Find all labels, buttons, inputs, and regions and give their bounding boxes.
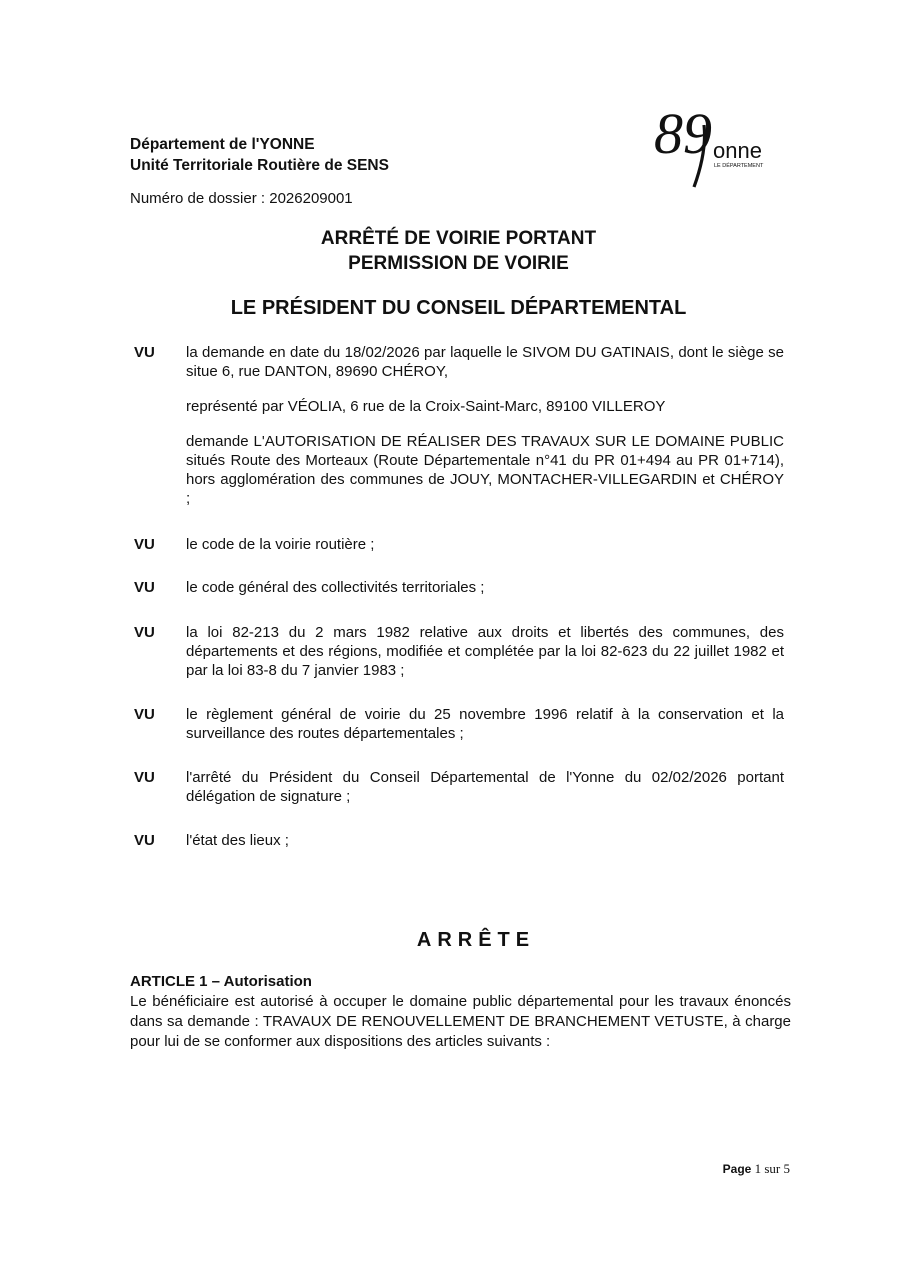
vu-label: VU — [134, 706, 155, 723]
article1-title: ARTICLE 1 – Autorisation — [130, 973, 312, 990]
vu-label: VU — [134, 536, 155, 553]
vu-label: VU — [134, 832, 155, 849]
arrete-heading: ARRÊTE — [416, 929, 536, 951]
vu-code-voirie: le code de la voirie routière ; — [186, 536, 375, 553]
dossier-number: Numéro de dossier : 2026209001 — [130, 190, 353, 207]
vu-demande: la demande en date du 18/02/2026 par laquelle le SIVOM DU GATINAIS, dont le siège se situe 6, rue DANTON, 89690 CHÉROY, — [186, 344, 784, 380]
vu-etat-lieux: l'état des lieux ; — [186, 832, 289, 849]
vu-label: VU — [134, 579, 155, 596]
vu-loi: la loi 82-213 du 2 mars 1982 relative aux droits et libertés des communes, des départements et des régions, modifiée et complétée par la loi 82-623 du 22 juillet 1982 et par la loi 83-8 du 7 janvier 1983 ; — [186, 624, 784, 679]
vu-autorisation: demande L'AUTORISATION DE RÉALISER DES TRAVAUX SUR LE DOMAINE PUBLIC situés Route des Morteaux (Route Départementale n°41 du PR 01+494 au PR 01+714), hors agglomération des communes de JOUY, MONTACHER-VILLEGARDIN et CHÉROY ; — [186, 433, 784, 507]
vu-arrete-delegation: l'arrêté du Président du Conseil Départemental de l'Yonne du 02/02/2026 portant délégation de signature ; — [186, 769, 784, 805]
authority-title: LE PRÉSIDENT DU CONSEIL DÉPARTEMENTAL — [230, 297, 687, 319]
vu-label: VU — [134, 624, 155, 641]
page-sep: sur — [764, 1161, 781, 1176]
vu-label: VU — [134, 769, 155, 786]
decree-title-line2: PERMISSION DE VOIRIE — [348, 253, 569, 274]
page-total: 5 — [783, 1161, 790, 1176]
vu-reglement: le règlement général de voirie du 25 novembre 1996 relatif à la conservation et la surveillance des routes départementales ; — [186, 706, 784, 742]
logo-name: onne — [713, 138, 762, 163]
vu-code-collectivites: le code général des collectivités territoriales ; — [186, 579, 485, 596]
page-current: 1 — [754, 1161, 762, 1176]
vu-label: VU — [134, 344, 155, 361]
document-header — [130, 134, 389, 176]
department-name: Département de l'YONNE — [130, 136, 315, 153]
yonne-logo — [650, 95, 780, 190]
logo-subtitle: LE DÉPARTEMENT — [714, 163, 764, 169]
page-label: Page — [722, 1162, 752, 1176]
article1-body: Le bénéficiaire est autorisé à occuper le domaine public départemental pour les travaux énoncés dans sa demande : TRAVAUX DE RENOUVELLEMENT DE BRANCHEMENT VETUSTE, à charge pour lui de se conformer aux dispositions des articles suivants : — [130, 993, 791, 1050]
unit-name: Unité Territoriale Routière de SENS — [130, 157, 389, 174]
decree-title-line1: ARRÊTÉ DE VOIRIE PORTANT — [320, 228, 597, 249]
logo-mark: 89 — [654, 101, 712, 166]
decree-title — [0, 226, 900, 276]
vu-represente: représenté par VÉOLIA, 6 rue de la Croix-Saint-Marc, 89100 VILLEROY — [186, 398, 666, 415]
page-counter — [723, 1161, 790, 1177]
